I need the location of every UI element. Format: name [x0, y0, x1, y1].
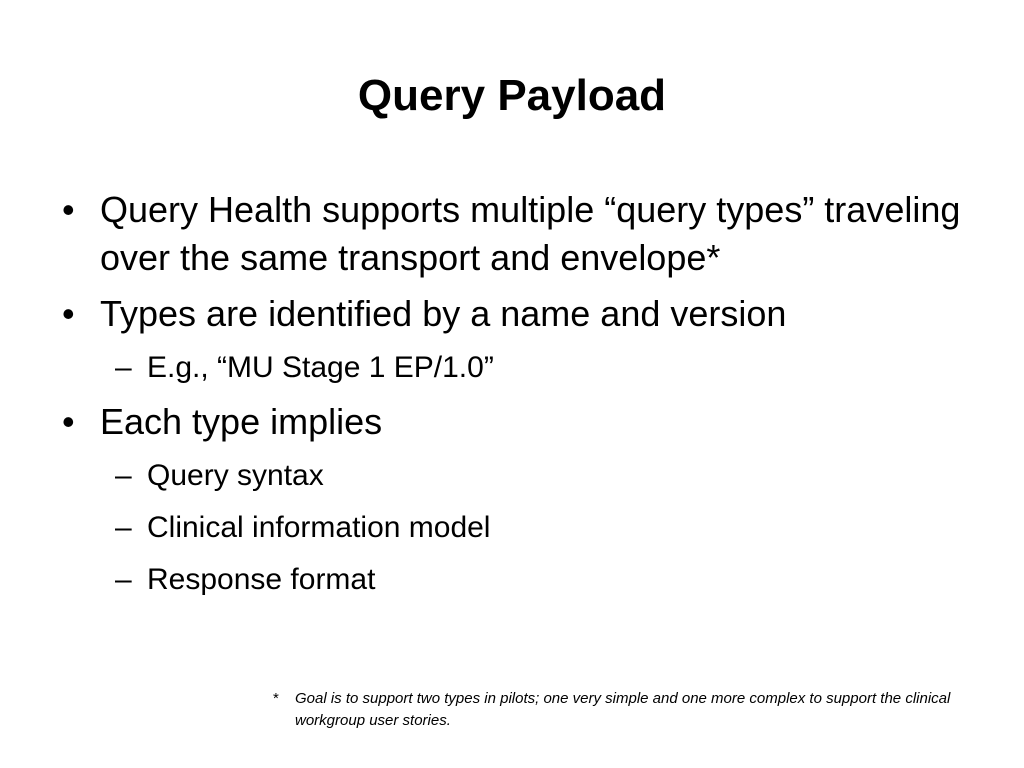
- sub-bullet-text: E.g., “MU Stage 1 EP/1.0”: [147, 351, 494, 384]
- bullet-item: [62, 290, 962, 390]
- sub-bullet-text: Query syntax: [147, 459, 324, 492]
- bullet-text: Query Health supports multiple “query types” traveling over the same transport and envelope*: [100, 189, 961, 278]
- sub-bullet-item: [115, 558, 962, 602]
- sub-bullet-text: Clinical information model: [147, 511, 491, 544]
- bullet-item: [62, 398, 962, 602]
- footnote-text: Goal is to support two types in pilots; one very simple and one more complex to support the clinical workgroup user stories.: [295, 690, 951, 729]
- sub-bullet-item: [115, 454, 962, 498]
- slide-title: Query Payload: [357, 71, 667, 120]
- footnote-marker: *: [273, 690, 279, 707]
- sub-bullet-list: [100, 454, 962, 602]
- sub-bullet-list: [100, 346, 962, 390]
- bullet-item: [62, 186, 962, 282]
- sub-bullet-item: [115, 346, 962, 390]
- bullet-text: Types are identified by a name and version: [100, 293, 787, 334]
- bullet-text: Each type implies: [100, 401, 383, 442]
- bullet-list: [62, 186, 962, 610]
- sub-bullet-item: [115, 506, 962, 550]
- sub-bullet-text: Response format: [147, 563, 376, 596]
- footnote: [273, 688, 973, 732]
